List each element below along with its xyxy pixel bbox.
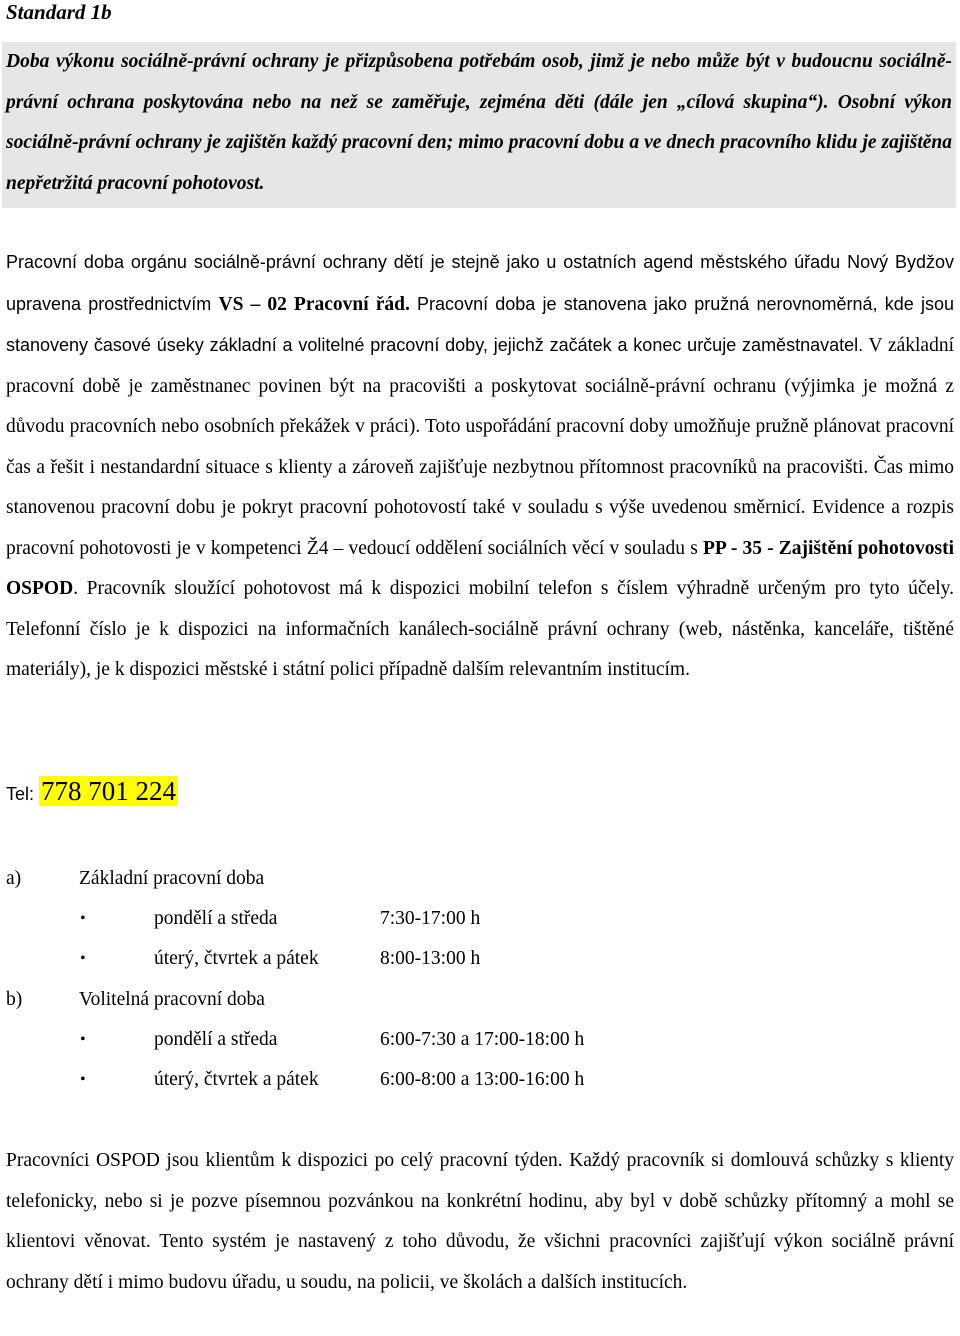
schedule-days: pondělí a středa: [154, 908, 278, 929]
schedule-days: úterý, čtvrtek a pátek: [154, 1069, 319, 1090]
working-hours-paragraph: [6, 242, 954, 691]
bullet-icon: •: [80, 950, 86, 967]
availability-paragraph: Pracovníci OSPOD jsou klientům k dispozici po celý pracovní týden. Každý pracovník si domlouvá schůzky s klienty telefonicky, nebo si je pozve písemnou pozvánkou na konkrétní hodinu, aby byl v době schůzky přítomný a mohl se klientovi věnovat. Tento systém je nastavený z toho důvodu, že všichni pracovníci zajišťují výkon sociálně právní ochrany dětí i mimo budovu úřadu, u soudu, na policii, ve školách a dalších institucích.: [6, 1150, 954, 1293]
bullet-icon: •: [80, 910, 86, 927]
phone-number: 778 701 224: [41, 776, 177, 806]
schedule-days: pondělí a středa: [154, 1029, 278, 1050]
bullet-icon: •: [80, 1031, 86, 1048]
p1-procedure-ref: PP - 35 - Zajištění pohotovosti OSPOD: [6, 537, 954, 599]
p1-directive-ref: VS – 02 Pracovní řád.: [218, 293, 410, 315]
bullet-icon: •: [80, 1071, 86, 1088]
schedule-days: úterý, čtvrtek a pátek: [154, 948, 319, 969]
standard-heading: Standard 1b: [6, 0, 112, 24]
section-a-title: Základní pracovní doba: [79, 868, 265, 889]
schedule-time: 7:30-17:00 h: [380, 908, 481, 929]
p1-text-3: V základní pracovní době je zaměstnanec povinen být na pracovišti a poskytovat sociálně-právní ochranu (výjimka je možná z důvodu pracovních nebo osobních překážek v práci). Toto uspořádání pracovní doby umožňuje pružně plánovat pracovní čas a řešit i nestandardní situace s klienty a zároveň zajišťuje nezbytnou přítomnost pracovníků na pracovišti. Čas mimo stanovenou pracovní dobu je pokryt pracovní pohotovostí také v souladu s výše uvedenou směrnicí. Evidence a rozpis pracovní pohotovosti je v kompetenci Ž4 – vedoucí oddělení sociálních věcí v souladu s: [6, 335, 954, 559]
p1-text-2: Pracovní doba je stanovena jako pružná nerovnoměrná, kde jsou stanoveny časové úseky základní a volitelné pracovní doby, jejichž začátek a konec určuje zaměstnavatel.: [6, 293, 954, 355]
p1-text-1: Pracovní doba orgánu sociálně-právní ochrany dětí je stejně jako u ostatních agend městského úřadu Nový Bydžov upravena prostřednictvím: [6, 252, 954, 314]
section-b-letter: b): [6, 989, 23, 1010]
phone-line: [6, 770, 178, 816]
section-b-title: Volitelná pracovní doba: [79, 989, 265, 1010]
intro-paragraph: Doba výkonu sociálně-právní ochrany je přizpůsobena potřebám osob, jimž je nebo může být v budoucnu sociálně-právní ochrana poskytována nebo na než se zaměřuje, zejména děti (dále jen „cílová skupina“). Osobní výkon sociálně-právní ochrany je zajištěn každý pracovní den; mimo pracovní dobu a ve dnech pracovního klidu je zajištěna nepřetržitá pracovní pohotovost.: [2, 42, 956, 208]
schedule-time: 6:00-7:30 a 17:00-18:00 h: [380, 1029, 585, 1050]
p1-text-4: . Pracovník sloužící pohotovost má k dispozici mobilní telefon s číslem výhradně určeným pro tyto účely. Telefonní číslo je k dispozici na informačních kanálech-sociálně právní ochrany (web, nástěnka, kanceláře, tištěné materiály), je k dispozici městské i státní polici případně dalším relevantním institucím.: [6, 578, 954, 680]
schedule-time: 8:00-13:00 h: [380, 948, 481, 969]
phone-label: Tel:: [6, 784, 40, 804]
section-a-letter: a): [6, 868, 22, 889]
schedule-time: 6:00-8:00 a 13:00-16:00 h: [380, 1069, 585, 1090]
